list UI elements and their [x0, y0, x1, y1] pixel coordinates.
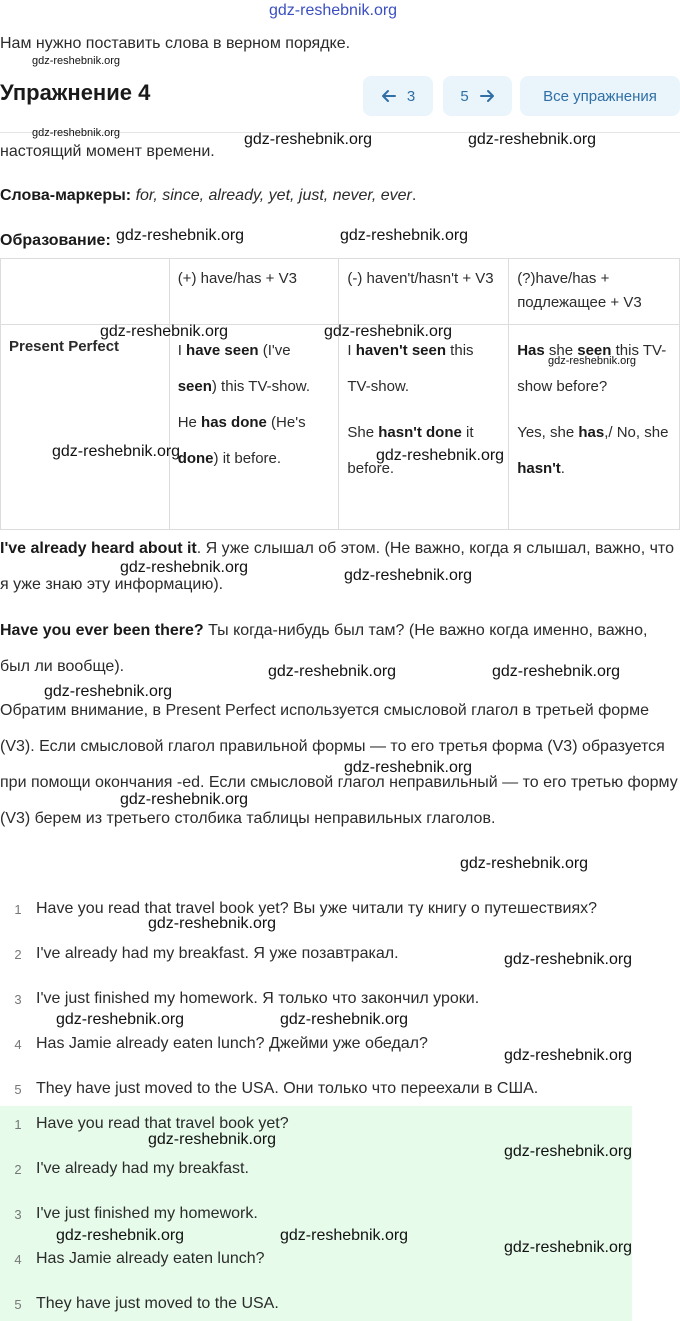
watermark: gdz-reshebnik.org: [280, 1011, 409, 1028]
site-watermark-top: gdz-reshebnik.org: [269, 2, 398, 19]
watermark: gdz-reshebnik.org: [504, 1047, 633, 1064]
watermark: gdz-reshebnik.org: [120, 559, 249, 576]
watermark: gdz-reshebnik.org: [148, 915, 277, 932]
marker-words-list: for, since, already, yet, just, never, ever: [135, 187, 412, 204]
watermark: gdz-reshebnik.org: [340, 227, 469, 244]
table-cell-question: Has she seen this TV-show before? Yes, she has,/ No, she hasn't.: [509, 325, 680, 530]
cut-text-line: настоящий момент времени.: [0, 143, 215, 160]
watermark: gdz-reshebnik.org: [280, 1227, 409, 1244]
exercise-header: [0, 76, 680, 122]
watermark: gdz-reshebnik.org: [32, 127, 121, 139]
list-item: 2 I've already had my breakfast. Я уже позавтракал.: [14, 945, 399, 962]
all-exercises-button[interactable]: [520, 76, 680, 116]
watermark: gdz-reshebnik.org: [492, 663, 621, 680]
watermark: gdz-reshebnik.org: [460, 855, 589, 872]
watermark: gdz-reshebnik.org: [244, 131, 373, 148]
prev-exercise-label: 3: [406, 87, 416, 105]
watermark: gdz-reshebnik.org: [148, 1131, 277, 1148]
list-item: 4 Has Jamie already eaten lunch? Джейми уже обедал?: [14, 1035, 428, 1052]
grammar-table: [0, 258, 680, 530]
arrow-left-icon: [381, 88, 397, 104]
list-item: 3 I've just finished my homework.: [14, 1205, 258, 1222]
list-item: 5 They have just moved to the USA.: [14, 1295, 279, 1312]
watermark: gdz-reshebnik.org: [548, 355, 637, 367]
watermark: gdz-reshebnik.org: [56, 1011, 185, 1028]
all-exercises-label: Все упражнения: [543, 87, 657, 105]
table-header-cell: (+) have/has + V3: [169, 259, 339, 325]
list-item: 1 Have you read that travel book yet? Вы уже читали ту книгу о путешествиях?: [14, 900, 598, 917]
watermark: gdz-reshebnik.org: [376, 447, 505, 464]
table-header-row: [1, 259, 680, 325]
watermark: gdz-reshebnik.org: [504, 951, 633, 968]
example-paragraph-1: I've already heard about it. Я уже слышал об этом. (Не важно, когда я слышал, важно, что я уже знаю эту информацию).: [0, 540, 674, 593]
list-item: 5 They have just moved to the USA. Они только что переехали в США.: [14, 1080, 539, 1097]
table-row-label: Present Perfect: [1, 325, 170, 530]
watermark: gdz-reshebnik.org: [504, 1239, 633, 1256]
watermark: gdz-reshebnik.org: [504, 1143, 633, 1160]
list-item: 4 Has Jamie already eaten lunch?: [14, 1250, 265, 1267]
next-exercise-button[interactable]: [443, 76, 512, 116]
watermark: gdz-reshebnik.org: [52, 443, 181, 460]
table-cell-positive: I have seen (I've seen) this TV-show. He has done (He's done) it before.: [169, 325, 339, 530]
watermark: gdz-reshebnik.org: [120, 791, 249, 808]
prev-exercise-button[interactable]: [363, 76, 433, 116]
table-header-cell: [1, 259, 170, 325]
list-item: 1 Have you read that travel book yet?: [14, 1115, 289, 1132]
watermark: gdz-reshebnik.org: [344, 567, 473, 584]
watermark: gdz-reshebnik.org: [268, 663, 397, 680]
watermark: gdz-reshebnik.org: [100, 323, 229, 340]
next-exercise-label: 5: [460, 87, 469, 105]
list-item: 3 I've just finished my homework. Я только что закончил уроки.: [14, 990, 480, 1007]
table-header-cell: (-) haven't/hasn't + V3: [339, 259, 509, 325]
explanation-paragraph: Обратим внимание, в Present Perfect используется смысловой глагол в третьей форме (V3). Если смысловой глагол правильной формы — то его третья форма (V3) образуется при помощи окончания -ed. Если смысловой глагол неправильный — то его третью форму (V3) берем из третьего столбика таблицы неправильных глаголов.: [0, 702, 678, 827]
table-cell-negative: I haven't seen this TV-show. She hasn't done it before.: [339, 325, 509, 530]
intro-text: Нам нужно поставить слова в верном порядке.: [0, 35, 351, 52]
page-title: Упражнение 4: [0, 80, 151, 105]
watermark: gdz-reshebnik.org: [324, 323, 453, 340]
table-row: [1, 325, 680, 530]
watermark: gdz-reshebnik.org: [344, 759, 473, 776]
watermark: gdz-reshebnik.org: [468, 131, 597, 148]
arrow-right-icon: [479, 88, 495, 104]
formation-label: Образование:: [0, 232, 111, 249]
marker-words-label: Слова-маркеры:: [0, 187, 132, 204]
table-header-cell: (?)have/has + подлежащее + V3: [509, 259, 680, 325]
watermark: gdz-reshebnik.org: [32, 55, 121, 67]
watermark: gdz-reshebnik.org: [116, 227, 245, 244]
watermark: gdz-reshebnik.org: [44, 683, 173, 700]
list-item: 2 I've already had my breakfast.: [14, 1160, 249, 1177]
header-divider: [0, 132, 680, 133]
example-paragraph-2: Have you ever been there? Ты когда-нибудь был там? (Не важно когда именно, важно, был ли вообще).: [0, 622, 648, 675]
marker-words: Слова-маркеры: for, since, already, yet, just, never, ever.: [0, 187, 417, 204]
watermark: gdz-reshebnik.org: [56, 1227, 185, 1244]
